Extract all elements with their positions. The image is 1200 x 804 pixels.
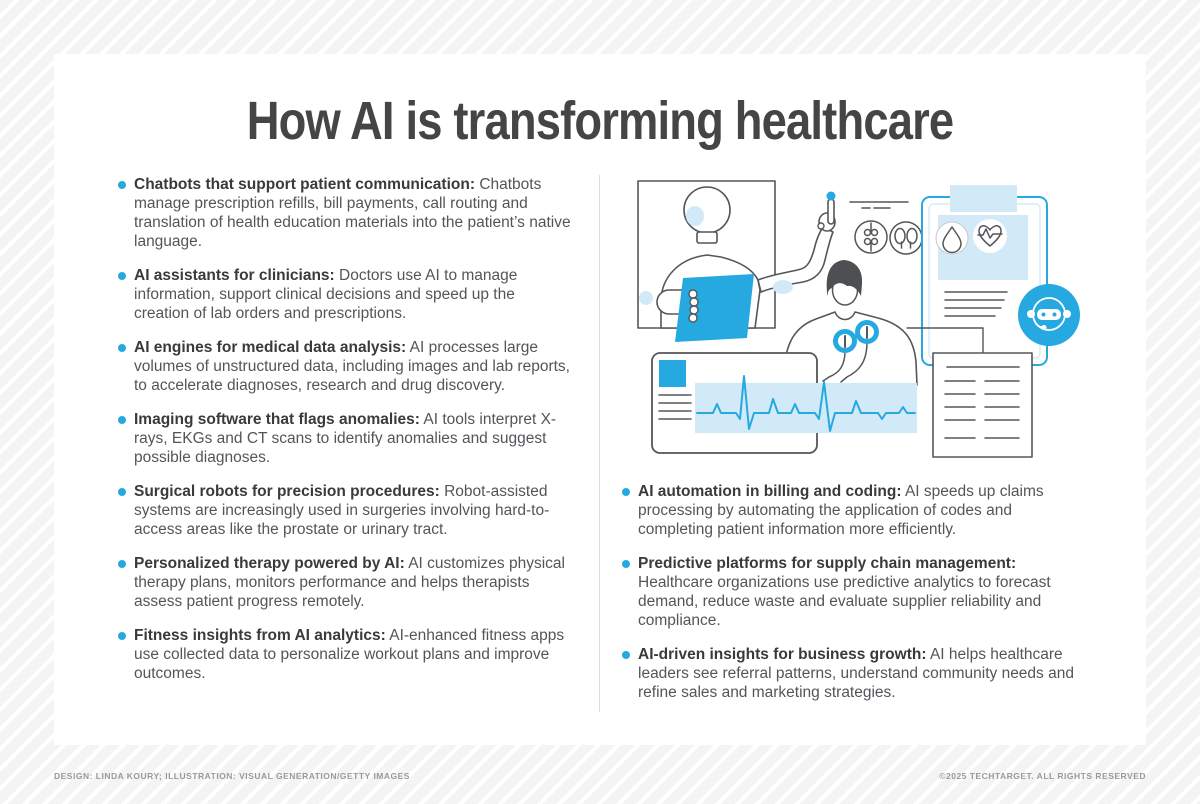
list-item: [118, 482, 574, 539]
item-lead: AI assistants for clinicians:: [134, 267, 335, 284]
bullet-dot: [118, 488, 126, 496]
joint-icon: [855, 221, 887, 253]
kidneys-icon: [890, 222, 922, 254]
item-lead: Predictive platforms for supply chain management:: [638, 555, 1017, 572]
left-column: [118, 175, 586, 698]
bullet-dot: [118, 416, 126, 424]
item-lead: AI engines for medical data analysis:: [134, 339, 407, 356]
list-item: [622, 554, 1078, 630]
item-body: AI speeds up claims processing by automating the application of codes and completing patient information more efficiently.: [638, 483, 1044, 538]
page-title: How AI is transforming healthcare: [246, 91, 954, 151]
item-body: AI-enhanced fitness apps use collected data to personalize workout plans and improve outcomes.: [134, 627, 565, 682]
list-item: [118, 554, 574, 611]
item-lead: Personalized therapy powered by AI:: [134, 555, 405, 572]
list-item: [118, 175, 574, 251]
chatbot-icon: [1018, 284, 1080, 346]
bullet-dot: [622, 651, 630, 659]
bullet-dot: [118, 560, 126, 568]
list-item: [118, 266, 574, 323]
design-credits: DESIGN: LINDA KOURY; ILLUSTRATION: VISUAL GENERATION/GETTY IMAGES: [54, 771, 410, 781]
water-drop-icon: [936, 222, 968, 254]
item-lead: Surgical robots for precision procedures:: [134, 483, 440, 500]
list-item: [118, 626, 574, 683]
list-item: [118, 338, 574, 395]
item-body: AI customizes physical therapy plans, monitors performance and helps therapists assess patient progress remotely.: [134, 555, 565, 610]
item-body: AI tools interpret X-rays, EKGs and CT scans to identify anomalies and suggest possible diagnoses.: [134, 411, 557, 466]
medical-document-icon: [933, 353, 1032, 457]
right-column: [622, 482, 1100, 717]
list-item: [622, 482, 1078, 539]
list-item: [622, 645, 1078, 702]
bullet-dot: [118, 632, 126, 640]
item-lead: AI-driven insights for business growth:: [638, 646, 927, 663]
bullet-dot: [622, 488, 630, 496]
bullet-dot: [118, 344, 126, 352]
item-body: AI processes large volumes of unstructured data, including images and lab reports, to accelerate diagnoses, research and drug discovery.: [134, 339, 570, 394]
list-item: [118, 410, 574, 467]
item-body: Chatbots manage prescription refills, bill payments, call routing and translation of health education materials into the patient’s native language.: [134, 176, 571, 250]
bullet-dot: [622, 560, 630, 568]
healthcare-ai-illustration: [633, 170, 1095, 474]
infographic-card: [54, 54, 1146, 745]
pointing-hand-icon: [818, 192, 836, 232]
item-body: AI helps healthcare leaders see referral patterns, understand community needs and refine sales and marketing strategies.: [638, 646, 1074, 701]
item-lead: Imaging software that flags anomalies:: [134, 411, 420, 428]
heart-pulse-icon: [973, 219, 1007, 253]
bullet-dot: [118, 181, 126, 189]
copyright-notice: ©2025 TECHTARGET. ALL RIGHTS RESERVED: [939, 771, 1146, 781]
item-lead: AI automation in billing and coding:: [638, 483, 902, 500]
item-lead: Fitness insights from AI analytics:: [134, 627, 386, 644]
left-bullet-list: [118, 175, 586, 683]
bullet-dot: [118, 272, 126, 280]
right-bullet-list: [622, 482, 1100, 702]
column-divider: [599, 175, 600, 712]
item-body: Healthcare organizations use predictive analytics to forecast demand, reduce waste and evaluate supplier reliability and compliance.: [638, 574, 1051, 629]
item-lead: Chatbots that support patient communication:: [134, 176, 475, 193]
item-body: Doctors use AI to manage information, support clinical decisions and speed up the creation of lab orders and prescriptions.: [134, 267, 518, 322]
item-body: Robot-assisted systems are increasingly used in surgeries involving hard-to-access areas like the prostate or urinary tract.: [134, 483, 550, 538]
